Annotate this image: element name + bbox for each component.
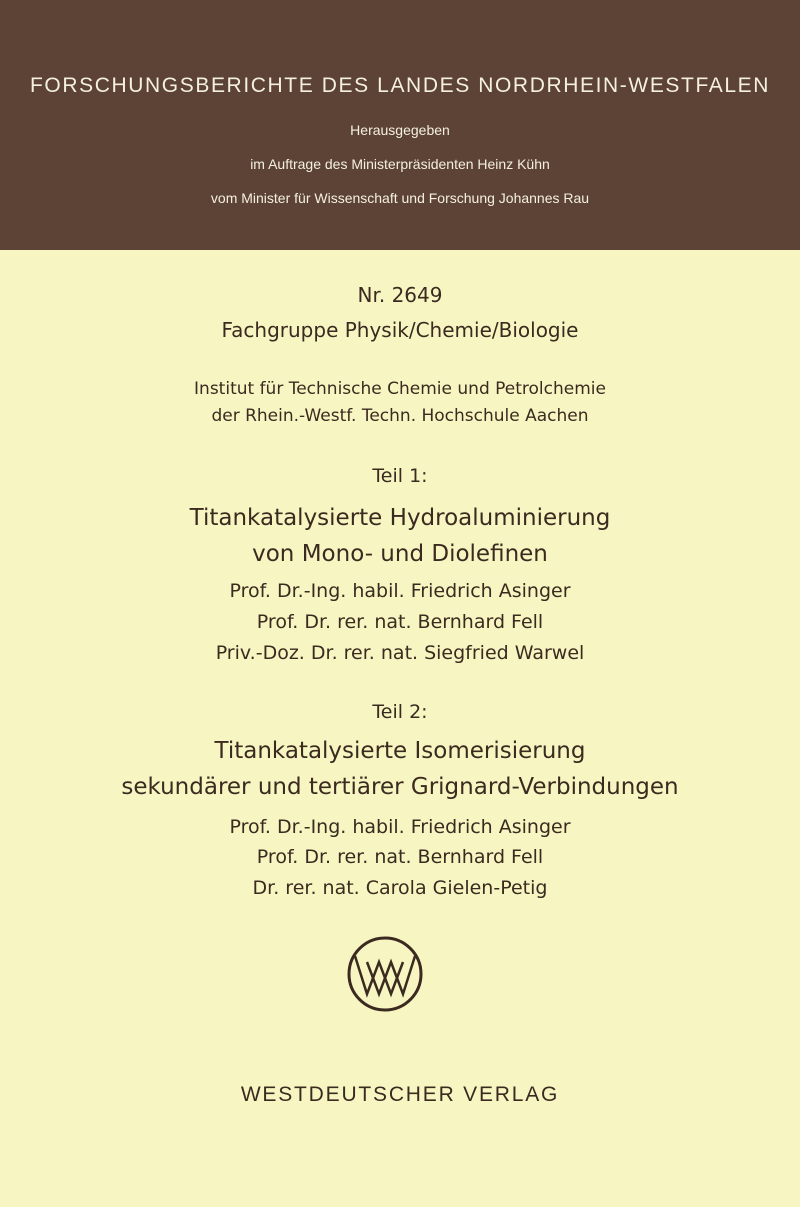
part1-title: Titankatalysierte Hydroaluminierung [189,505,611,531]
part2-author: Prof. Dr. rer. nat. Bernhard Fell [256,846,544,868]
part2-author: Dr. rer. nat. Carola Gielen-Petig [252,877,548,899]
part1-label: Teil 1: [372,465,428,487]
report-number: Nr. 2649 [357,283,443,307]
part2-author: Prof. Dr.-Ing. habil. Friedrich Asinger [229,816,571,838]
publisher-name: WESTDEUTSCHER VERLAG [240,1083,560,1106]
editor-line: vom Minister für Wissenschaft und Forschung Johannes Rau [210,190,590,206]
part2-title: Titankatalysierte Isomerisierung [214,738,586,764]
part2-label: Teil 2: [372,701,428,723]
part1-title: von Mono- und Diolefinen [252,541,548,567]
institute-line: der Rhein.-Westf. Techn. Hochschule Aachen [211,406,589,426]
publisher-logo-icon [345,934,425,1014]
part1-author: Prof. Dr. rer. nat. Bernhard Fell [256,611,544,633]
part1-author: Priv.-Doz. Dr. rer. nat. Siegfried Warwel [215,642,585,664]
institute-line: Institut für Technische Chemie und Petrolchemie [194,379,606,399]
series-header-band [0,0,800,250]
series-title: FORSCHUNGSBERICHTE DES LANDES NORDRHEIN-WESTFALEN [30,74,770,97]
part1-author: Prof. Dr.-Ing. habil. Friedrich Asinger [229,580,571,602]
editor-line: im Auftrage des Ministerpräsidenten Heinz Kühn [250,156,550,172]
subject-group: Fachgruppe Physik/Chemie/Biologie [221,318,579,342]
part2-title: sekundärer und tertiärer Grignard-Verbindungen [121,774,679,800]
editor-line: Herausgegeben [350,122,450,138]
